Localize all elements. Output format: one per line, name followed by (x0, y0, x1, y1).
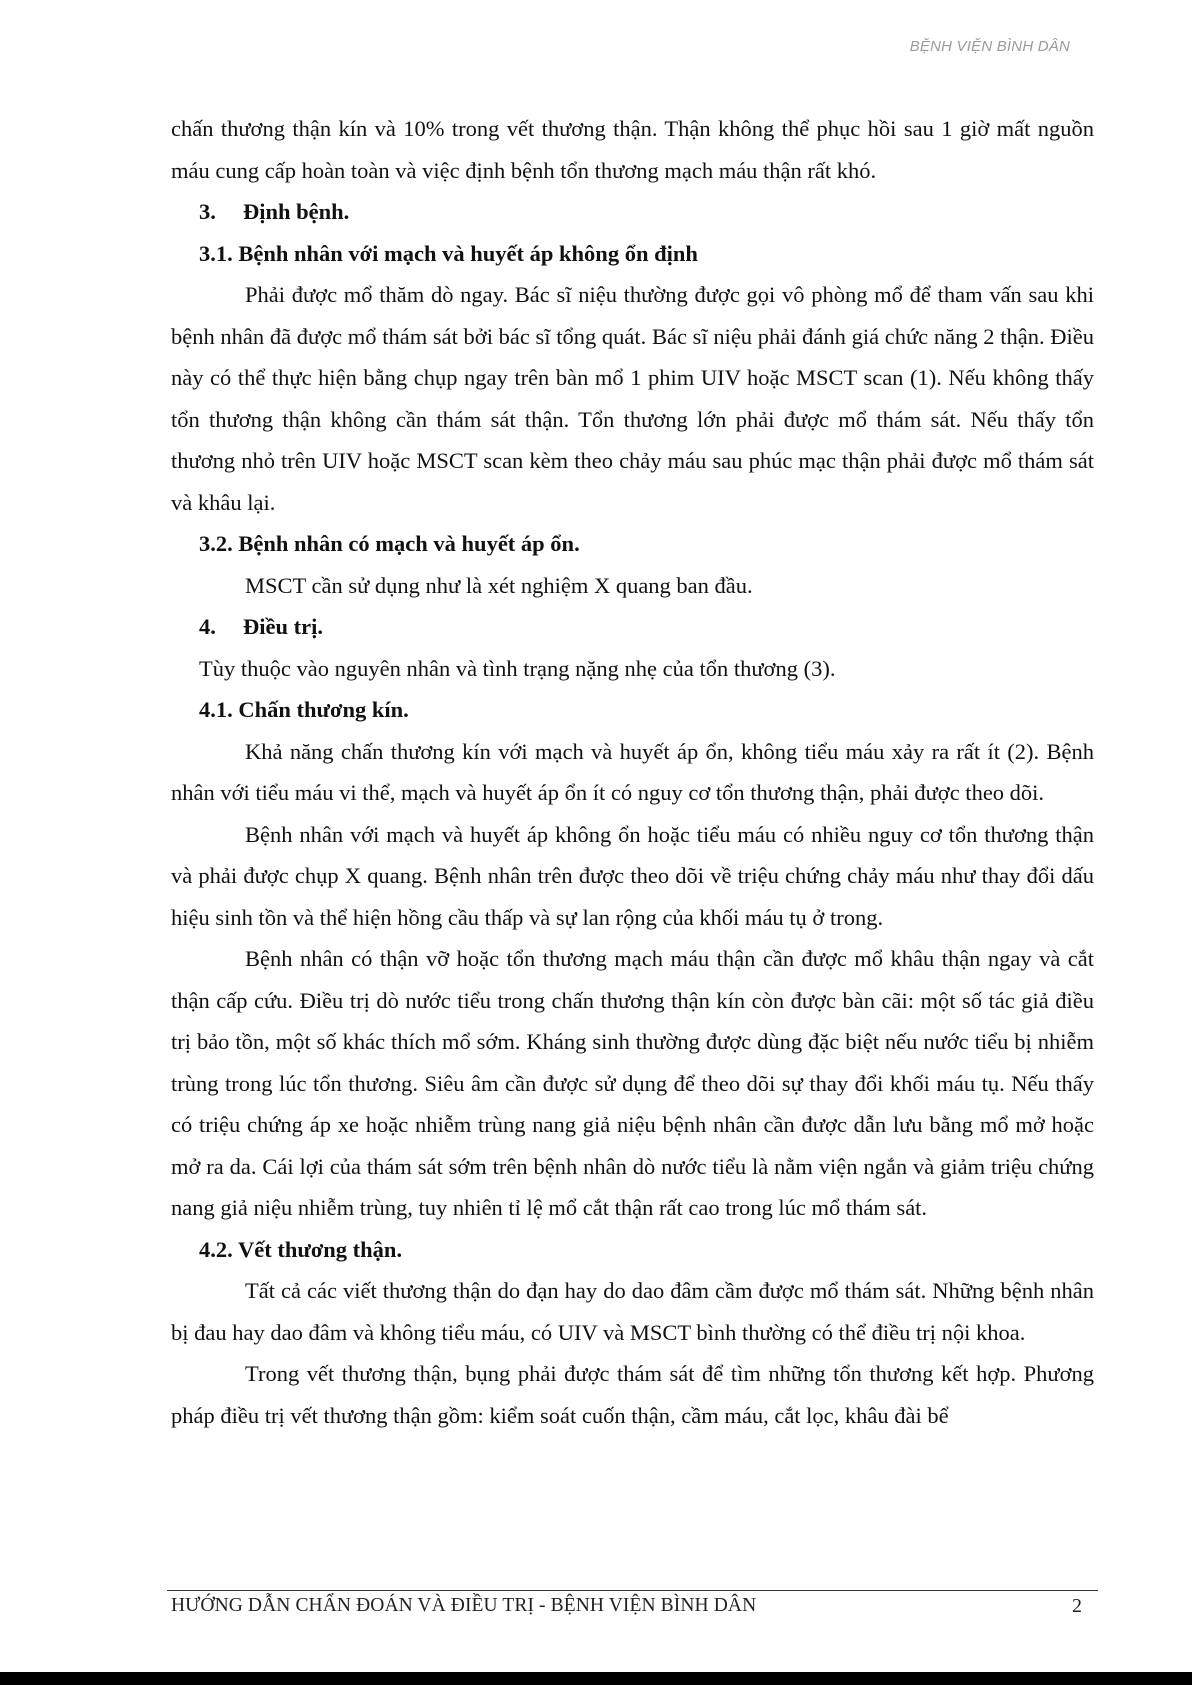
footer-divider (167, 1590, 1098, 1591)
paragraph-4-1-a: Khả năng chấn thương kín với mạch và huyết áp ổn, không tiểu máu xảy ra rất ít (2). Bệnh nhân với tiểu máu vi thể, mạch và huyết áp ổn ít có nguy cơ tổn thương thận, phải được theo dõi. (171, 738, 1094, 805)
subsection-heading-3-1: 3.1. Bệnh nhân với mạch và huyết áp không ổn định (199, 240, 698, 266)
document-body (171, 108, 1094, 1436)
page-number: 2 (1072, 1595, 1082, 1617)
subsection-heading-4-1: 4.1. Chấn thương kín. (199, 697, 409, 722)
paragraph-4: Tùy thuộc vào nguyên nhân và tình trạng nặng nhẹ của tổn thương (3). (199, 655, 836, 681)
section-number: 3. (199, 199, 216, 224)
subsection-heading-4-2: 4.2. Vết thương thận. (199, 1236, 403, 1262)
paragraph-continuation: chấn thương thận kín và 10% trong vết thương thận. Thận không thể phục hồi sau 1 giờ mất nguồn máu cung cấp hoàn toàn và việc định bệnh tổn thương mạch máu thận rất khó. (171, 116, 1094, 183)
bottom-edge-bar (0, 1672, 1192, 1685)
paragraph-3-2: MSCT cần sử dụng như là xét nghiệm X quang ban đầu. (245, 572, 753, 598)
paragraph-4-1-c: Bệnh nhân có thận vỡ hoặc tổn thương mạch máu thận cần được mổ khâu thận ngay và cắt thận cấp cứu. Điều trị dò nước tiểu trong chấn thương thận kín còn được bàn cãi: một số tác giả điều trị bảo tồn, một số khác thích mổ sớm. Kháng sinh thường được dùng đặc biệt nếu nước tiểu bị nhiễm trùng trong lúc tổn thương. Siêu âm cần được sử dụng để theo dõi sự thay đổi khối máu tụ. Nếu thấy có triệu chứng áp xe hoặc nhiễm trùng nang giả niệu bệnh nhân cần được dẫn lưu bằng mổ mở hoặc mở ra da. Cái lợi của thám sát sớm trên bệnh nhân dò nước tiểu là nằm viện ngắn và giảm triệu chứng nang giả niệu nhiễm trùng, tuy nhiên tỉ lệ mổ cắt thận rất cao trong lúc mổ thám sát. (171, 946, 1094, 1220)
paragraph-3-1: Phải được mổ thăm dò ngay. Bác sĩ niệu thường được gọi vô phòng mổ để tham vấn sau khi bệnh nhân đã được mổ thám sát bởi bác sĩ tổng quát. Bác sĩ niệu phải đánh giá chức năng 2 thận. Điều này có thể thực hiện bằng chụp ngay trên bàn mổ 1 phim UIV hoặc MSCT scan (1). Nếu không thấy tổn thương thận không cần thám sát thận. Tổn thương lớn phải được mổ thám sát. Nếu thấy tổn thương nhỏ trên UIV hoặc MSCT scan kèm theo chảy máu sau phúc mạc thận phải được mổ thám sát và khâu lại. (171, 282, 1094, 515)
section-heading-4 (171, 606, 1094, 648)
section-title: Điều trị. (243, 614, 323, 639)
section-heading-3 (171, 191, 1094, 233)
paragraph-4-2-b: Trong vết thương thận, bụng phải được thám sát để tìm những tổn thương kết hợp. Phương pháp điều trị vết thương thận gồm: kiểm soát cuốn thận, cầm máu, cắt lọc, khâu đài bể (171, 1361, 1094, 1428)
subsection-heading-3-2: 3.2. Bệnh nhân có mạch và huyết áp ổn. (199, 531, 580, 556)
section-title: Định bệnh. (243, 199, 350, 224)
footer-title: HƯỚNG DẪN CHẨN ĐOÁN VÀ ĐIỀU TRỊ - BỆNH VIỆN BÌNH DÂN (171, 1595, 757, 1616)
paragraph-4-1-b: Bệnh nhân với mạch và huyết áp không ổn hoặc tiểu máu có nhiều nguy cơ tổn thương thận và phải được chụp X quang. Bệnh nhân trên được theo dõi về triệu chứng chảy máu như thay đổi dấu hiệu sinh tồn và thể hiện hồng cầu thấp và sự lan rộng của khối máu tụ ở trong. (171, 821, 1094, 930)
running-header: BỆNH VIỆN BÌNH DÂN (909, 38, 1070, 55)
section-number: 4. (199, 614, 216, 639)
paragraph-4-2-a: Tất cả các viết thương thận do đạn hay do dao đâm cầm được mổ thám sát. Những bệnh nhân bị đau hay dao đâm và không tiểu máu, có UIV và MSCT bình thường có thể điều trị nội khoa. (171, 1278, 1094, 1345)
